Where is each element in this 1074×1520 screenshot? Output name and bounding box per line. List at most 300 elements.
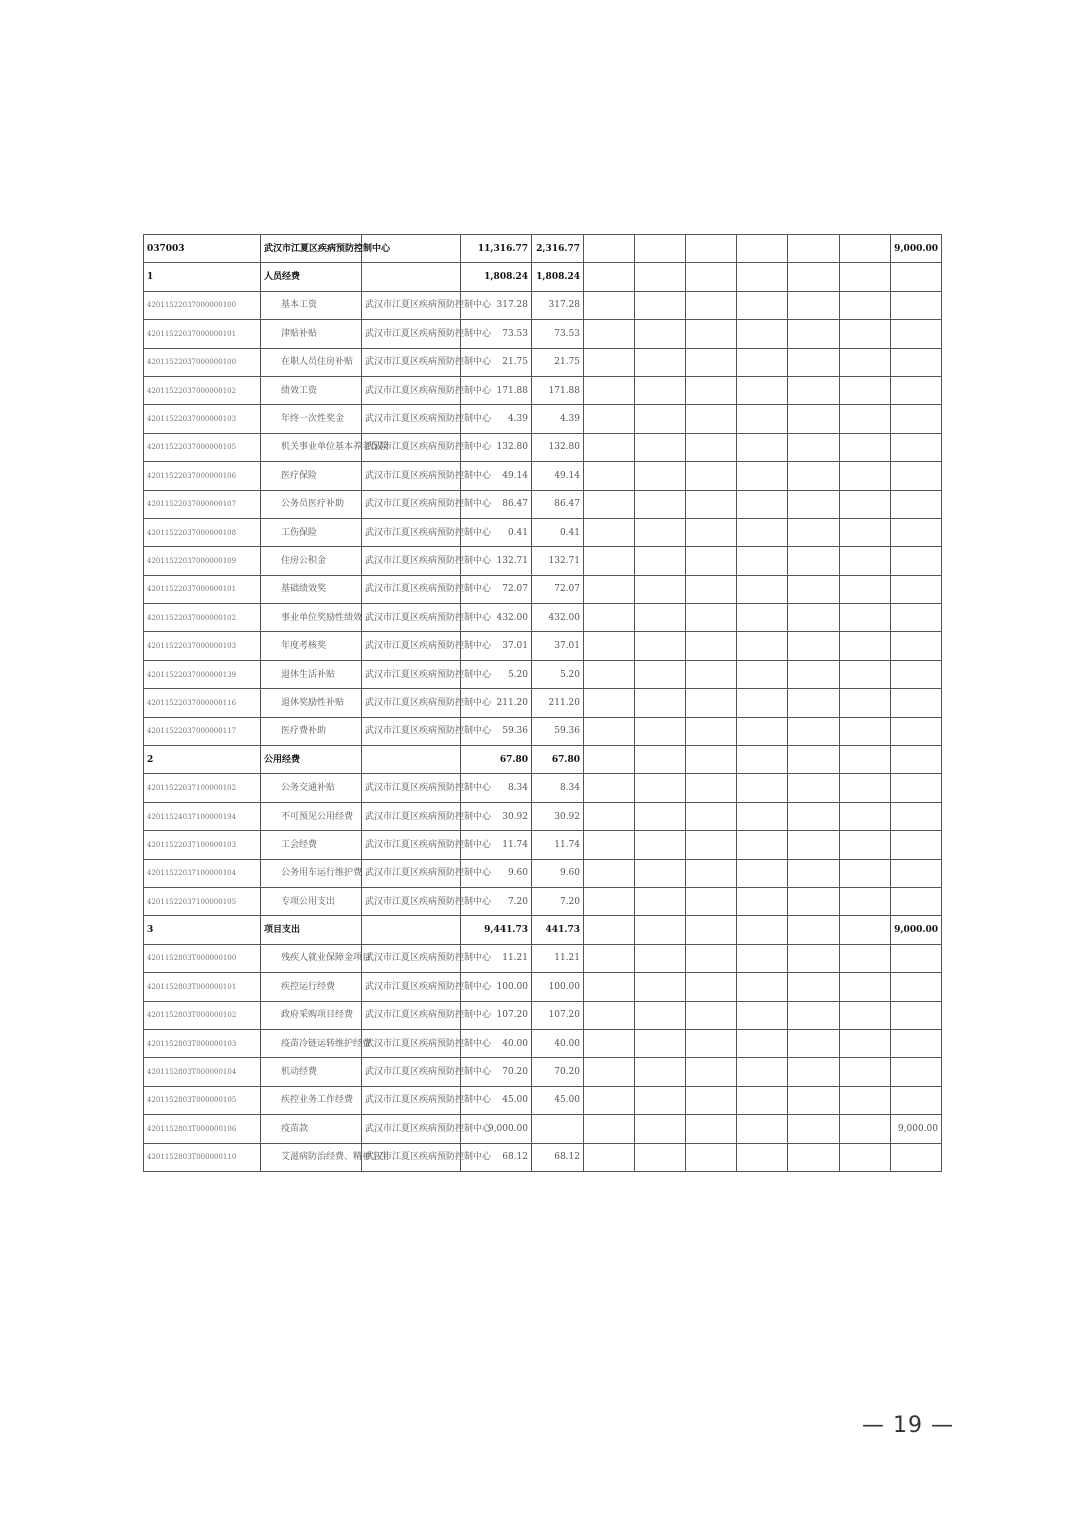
total-cell: 7.20 [461,887,532,915]
empty-cell [737,774,788,802]
project-expenditure-cell: 9,000.00 [891,916,942,944]
code-cell: 4201152803T000000100 [144,944,261,972]
empty-cell [686,1115,737,1143]
empty-cell [635,320,686,348]
empty-cell [686,973,737,1001]
empty-cell [584,263,635,291]
empty-cell [635,376,686,404]
department-cell: 武汉市江夏区疾病预防控制中心 [362,1001,461,1029]
empty-cell [788,263,840,291]
empty-cell [635,433,686,461]
basic-expenditure-cell: 9.60 [532,859,584,887]
empty-cell [635,746,686,774]
unit-row [144,235,942,263]
empty-cell [635,490,686,518]
empty-cell [840,433,891,461]
code-cell: 42011522037100000103 [144,831,261,859]
department-cell: 武汉市江夏区疾病预防控制中心 [362,859,461,887]
code-cell: 4201152803T000000105 [144,1086,261,1114]
empty-cell [788,575,840,603]
basic-expenditure-cell: 132.71 [532,547,584,575]
table-row [144,859,942,887]
empty-cell [788,1115,840,1143]
total-cell: 70.20 [461,1058,532,1086]
code-cell: 42011522037000000103 [144,405,261,433]
table-row [144,547,942,575]
empty-cell [686,916,737,944]
name-cell: 退休生活补贴 [261,660,362,688]
empty-cell [584,462,635,490]
empty-cell [840,604,891,632]
name-cell: 绩效工资 [261,376,362,404]
total-cell: 49.14 [461,462,532,490]
empty-cell [584,660,635,688]
name-cell: 基本工资 [261,291,362,319]
total-cell: 68.12 [461,1143,532,1171]
total-cell: 171.88 [461,376,532,404]
basic-expenditure-cell: 8.34 [532,774,584,802]
empty-cell [840,859,891,887]
empty-cell [686,660,737,688]
empty-cell [737,462,788,490]
name-cell: 机动经费 [261,1058,362,1086]
basic-expenditure-cell: 2,316.77 [532,235,584,263]
empty-cell [737,518,788,546]
project-expenditure-cell [891,1086,942,1114]
name-cell: 年度考核奖 [261,632,362,660]
total-cell: 4.39 [461,405,532,433]
table-row [144,1001,942,1029]
code-cell: 42011522037000000116 [144,689,261,717]
department-cell: 武汉市江夏区疾病预防控制中心 [362,887,461,915]
code-cell: 2 [144,746,261,774]
name-cell: 医疗费补助 [261,717,362,745]
empty-cell [686,490,737,518]
empty-cell [840,320,891,348]
page-number: — 19 — [862,1413,954,1438]
empty-cell [737,1115,788,1143]
name-cell: 公务员医疗补助 [261,490,362,518]
code-cell: 42011522037000000100 [144,348,261,376]
basic-expenditure-cell: 5.20 [532,660,584,688]
department-cell: 武汉市江夏区疾病预防控制中心 [362,1143,461,1171]
basic-expenditure-cell: 132.80 [532,433,584,461]
empty-cell [840,575,891,603]
empty-cell [840,717,891,745]
department-cell: 武汉市江夏区疾病预防控制中心 [362,632,461,660]
project-expenditure-cell [891,518,942,546]
empty-cell [584,1115,635,1143]
department-cell [362,746,461,774]
empty-cell [635,1115,686,1143]
empty-cell [686,831,737,859]
total-cell: 107.20 [461,1001,532,1029]
empty-cell [686,320,737,348]
empty-cell [635,689,686,717]
code-cell: 1 [144,263,261,291]
empty-cell [584,859,635,887]
empty-cell [686,944,737,972]
basic-expenditure-cell: 171.88 [532,376,584,404]
project-expenditure-cell [891,320,942,348]
empty-cell [635,802,686,830]
empty-cell [788,490,840,518]
empty-cell [584,348,635,376]
total-cell: 211.20 [461,689,532,717]
empty-cell [788,973,840,1001]
empty-cell [788,802,840,830]
empty-cell [840,689,891,717]
empty-cell [635,887,686,915]
basic-expenditure-cell [532,1115,584,1143]
department-cell: 武汉市江夏区疾病预防控制中心 [362,973,461,1001]
empty-cell [635,547,686,575]
empty-cell [686,575,737,603]
project-expenditure-cell [891,802,942,830]
empty-cell [840,405,891,433]
name-cell: 基础绩效奖 [261,575,362,603]
project-expenditure-cell [891,1058,942,1086]
code-cell: 42011524037100000194 [144,802,261,830]
basic-expenditure-cell: 211.20 [532,689,584,717]
empty-cell [584,973,635,1001]
empty-cell [737,490,788,518]
department-cell: 武汉市江夏区疾病预防控制中心 [362,462,461,490]
project-expenditure-cell [891,944,942,972]
basic-expenditure-cell: 1,808.24 [532,263,584,291]
project-expenditure-cell [891,575,942,603]
empty-cell [737,348,788,376]
project-expenditure-cell [891,405,942,433]
total-cell: 317.28 [461,291,532,319]
empty-cell [737,717,788,745]
empty-cell [840,235,891,263]
empty-cell [686,604,737,632]
empty-cell [584,632,635,660]
total-cell: 30.92 [461,802,532,830]
empty-cell [635,774,686,802]
empty-cell [840,547,891,575]
empty-cell [737,1143,788,1171]
table-row [144,1143,942,1171]
empty-cell [737,660,788,688]
name-cell: 疾控运行经费 [261,973,362,1001]
empty-cell [737,575,788,603]
empty-cell [686,774,737,802]
project-expenditure-cell [891,376,942,404]
empty-cell [737,632,788,660]
code-cell: 4201152803T000000102 [144,1001,261,1029]
empty-cell [788,1143,840,1171]
code-cell: 42011522037000000117 [144,717,261,745]
table-row [144,575,942,603]
empty-cell [840,490,891,518]
table-row [144,291,942,319]
empty-cell [584,944,635,972]
department-cell: 武汉市江夏区疾病预防控制中心 [362,490,461,518]
project-expenditure-cell [891,973,942,1001]
department-cell: 武汉市江夏区疾病预防控制中心 [362,518,461,546]
empty-cell [635,263,686,291]
empty-cell [686,1001,737,1029]
total-cell: 40.00 [461,1029,532,1057]
empty-cell [788,632,840,660]
empty-cell [737,433,788,461]
total-cell: 100.00 [461,973,532,1001]
empty-cell [737,802,788,830]
total-cell: 132.71 [461,547,532,575]
table-row [144,433,942,461]
empty-cell [788,916,840,944]
name-cell: 事业单位奖励性绩效 [261,604,362,632]
empty-cell [788,1001,840,1029]
table-row [144,632,942,660]
code-cell: 42011522037100000102 [144,774,261,802]
table-row [144,1115,942,1143]
empty-cell [584,291,635,319]
total-cell: 0.41 [461,518,532,546]
total-cell: 432.00 [461,604,532,632]
basic-expenditure-cell: 441.73 [532,916,584,944]
empty-cell [737,235,788,263]
department-cell: 武汉市江夏区疾病预防控制中心 [362,774,461,802]
basic-expenditure-cell: 317.28 [532,291,584,319]
project-expenditure-cell [891,689,942,717]
table-row [144,518,942,546]
empty-cell [635,717,686,745]
empty-cell [635,660,686,688]
empty-cell [686,1058,737,1086]
total-cell: 9.60 [461,859,532,887]
empty-cell [635,944,686,972]
empty-cell [840,376,891,404]
code-cell: 42011522037100000105 [144,887,261,915]
empty-cell [635,859,686,887]
code-cell: 037003 [144,235,261,263]
empty-cell [840,944,891,972]
empty-cell [840,263,891,291]
code-cell: 4201152803T000000110 [144,1143,261,1171]
project-expenditure-cell: 9,000.00 [891,235,942,263]
project-expenditure-cell [891,632,942,660]
empty-cell [788,235,840,263]
empty-cell [737,263,788,291]
basic-expenditure-cell: 73.53 [532,320,584,348]
department-cell: 武汉市江夏区疾病预防控制中心 [362,433,461,461]
basic-expenditure-cell: 100.00 [532,973,584,1001]
basic-expenditure-cell: 67.80 [532,746,584,774]
empty-cell [737,376,788,404]
table-row [144,802,942,830]
empty-cell [737,973,788,1001]
project-expenditure-cell [891,1029,942,1057]
empty-cell [635,1143,686,1171]
empty-cell [635,916,686,944]
table-row [144,1086,942,1114]
empty-cell [840,1086,891,1114]
name-cell: 疫苗款 [261,1115,362,1143]
empty-cell [635,462,686,490]
empty-cell [840,660,891,688]
empty-cell [584,717,635,745]
empty-cell [840,802,891,830]
name-cell: 公用经费 [261,746,362,774]
project-expenditure-cell [891,1143,942,1171]
department-cell: 武汉市江夏区疾病预防控制中心 [362,1086,461,1114]
empty-cell [686,405,737,433]
name-cell: 疾控业务工作经费 [261,1086,362,1114]
budget-table [143,234,942,1172]
project-expenditure-cell [891,774,942,802]
empty-cell [635,405,686,433]
empty-cell [635,348,686,376]
department-cell: 武汉市江夏区疾病预防控制中心 [362,1029,461,1057]
department-cell: 武汉市江夏区疾病预防控制中心 [362,348,461,376]
basic-expenditure-cell: 45.00 [532,1086,584,1114]
basic-expenditure-cell: 37.01 [532,632,584,660]
empty-cell [686,462,737,490]
table-row [144,774,942,802]
empty-cell [584,746,635,774]
basic-expenditure-cell: 86.47 [532,490,584,518]
total-cell: 1,808.24 [461,263,532,291]
name-cell: 医疗保险 [261,462,362,490]
code-cell: 42011522037000000105 [144,433,261,461]
empty-cell [737,1029,788,1057]
department-cell: 武汉市江夏区疾病预防控制中心 [362,717,461,745]
empty-cell [788,944,840,972]
empty-cell [788,291,840,319]
department-cell [362,263,461,291]
table-row [144,462,942,490]
code-cell: 4201152803T000000104 [144,1058,261,1086]
table-row [144,490,942,518]
table-row [144,887,942,915]
empty-cell [788,376,840,404]
project-expenditure-cell [891,831,942,859]
code-cell: 4201152803T000000103 [144,1029,261,1057]
empty-cell [686,689,737,717]
table-row [144,689,942,717]
code-cell: 4201152803T000000101 [144,973,261,1001]
empty-cell [788,689,840,717]
empty-cell [788,831,840,859]
department-cell: 武汉市江夏区疾病预防控制中心 [362,831,461,859]
empty-cell [840,348,891,376]
empty-cell [788,660,840,688]
empty-cell [737,1058,788,1086]
empty-cell [737,859,788,887]
empty-cell [788,746,840,774]
total-cell: 45.00 [461,1086,532,1114]
empty-cell [584,376,635,404]
project-expenditure-cell [891,887,942,915]
total-cell: 37.01 [461,632,532,660]
table-row [144,831,942,859]
department-cell: 武汉市江夏区疾病预防控制中心 [362,575,461,603]
name-cell: 退休奖励性补贴 [261,689,362,717]
code-cell: 42011522037000000106 [144,462,261,490]
empty-cell [737,604,788,632]
department-cell [362,916,461,944]
total-cell: 5.20 [461,660,532,688]
name-cell: 艾滋病防治经费、精神卫生 [261,1143,362,1171]
empty-cell [686,1143,737,1171]
empty-cell [584,1086,635,1114]
basic-expenditure-cell: 7.20 [532,887,584,915]
table-row [144,320,942,348]
empty-cell [737,689,788,717]
code-cell: 42011522037000000107 [144,490,261,518]
project-expenditure-cell [891,660,942,688]
empty-cell [788,774,840,802]
total-cell: 8.34 [461,774,532,802]
empty-cell [584,1058,635,1086]
empty-cell [737,1086,788,1114]
empty-cell [737,405,788,433]
department-cell: 武汉市江夏区疾病预防控制中心 [362,802,461,830]
table-row [144,376,942,404]
table-row [144,717,942,745]
empty-cell [737,547,788,575]
empty-cell [788,604,840,632]
table-row [144,604,942,632]
empty-cell [635,1029,686,1057]
empty-cell [788,859,840,887]
empty-cell [840,774,891,802]
empty-cell [686,887,737,915]
empty-cell [737,944,788,972]
name-cell: 住房公积金 [261,547,362,575]
project-expenditure-cell [891,859,942,887]
empty-cell [584,916,635,944]
code-cell: 42011522037000000103 [144,632,261,660]
empty-cell [840,1058,891,1086]
code-cell: 42011522037000000109 [144,547,261,575]
empty-cell [737,1001,788,1029]
empty-cell [584,1029,635,1057]
table-row [144,660,942,688]
empty-cell [635,604,686,632]
department-cell: 武汉市江夏区疾病预防控制中心 [362,944,461,972]
table-row [144,973,942,1001]
name-cell: 武汉市江夏区疾病预防控制中心 [261,235,362,263]
total-cell: 72.07 [461,575,532,603]
empty-cell [840,632,891,660]
empty-cell [840,518,891,546]
empty-cell [635,1058,686,1086]
basic-expenditure-cell: 4.39 [532,405,584,433]
name-cell: 工会经费 [261,831,362,859]
empty-cell [840,973,891,1001]
empty-cell [584,774,635,802]
empty-cell [840,462,891,490]
project-expenditure-cell [891,433,942,461]
empty-cell [635,1001,686,1029]
empty-cell [584,604,635,632]
name-cell: 项目支出 [261,916,362,944]
empty-cell [584,235,635,263]
empty-cell [635,575,686,603]
empty-cell [635,518,686,546]
empty-cell [737,320,788,348]
empty-cell [635,235,686,263]
empty-cell [788,1058,840,1086]
empty-cell [584,405,635,433]
name-cell: 残疾人就业保障金项目 [261,944,362,972]
empty-cell [686,348,737,376]
total-cell: 59.36 [461,717,532,745]
